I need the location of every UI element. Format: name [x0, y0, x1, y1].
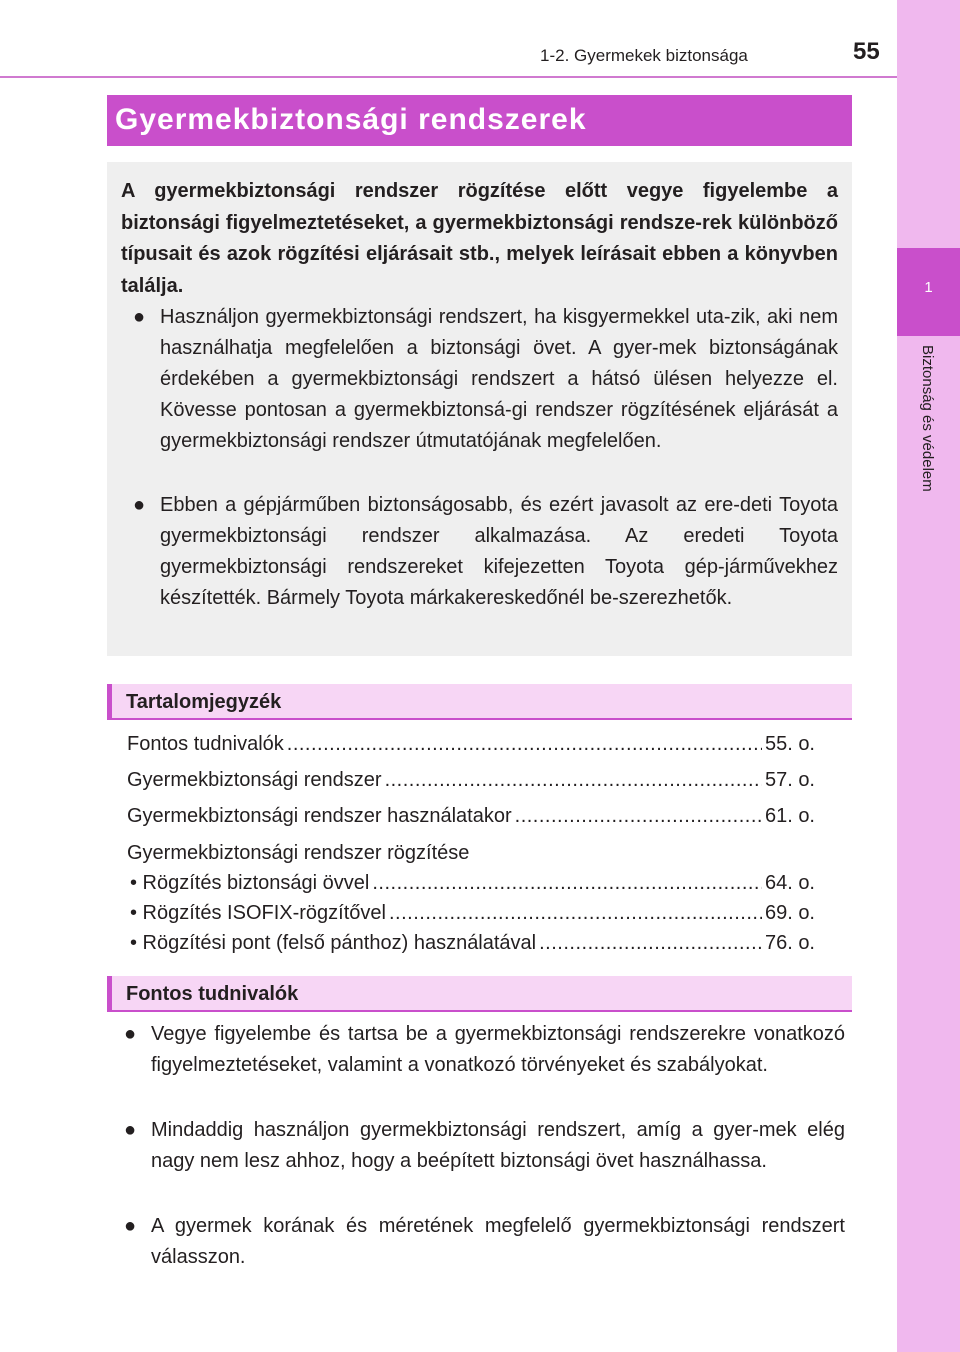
bullet-icon: ● [133, 494, 146, 516]
intro-bullet [133, 302, 838, 457]
toc-entry[interactable] [127, 731, 815, 757]
notes-heading: Fontos tudnivalók [126, 983, 299, 1005]
toc-entry-label: • Rögzítés ISOFIX-rögzítővel [130, 902, 386, 924]
bullet-icon: ● [124, 1119, 137, 1141]
header-divider [0, 76, 897, 78]
toc-leader-dots [515, 803, 762, 829]
chapter-number: 1 [924, 279, 933, 296]
toc-leader-dots [385, 767, 762, 793]
bullet-icon: ● [124, 1215, 137, 1237]
notes-bullet [124, 1211, 845, 1273]
intro-bullet-text: Használjon gyermekbiztonsági rendszert, ha kisgyermekkel uta-zik, aki nem használhatja megfelelően a biztonsági övet. A gyer-mek biztonságának érdekében a gyermekbiztonsági rendszert a hátsó ülésen helyezze el. Kövesse pontosan a gyermekbiztonsá-gi rendszer rögzítésének eljárását a gyermekbiztonsági rendszer útmutatójának megfelelően. [160, 306, 838, 452]
intro-bullet-text: Ebben a gépjárműben biztonságosabb, és ezért javasolt az ere-deti Toyota gyermekbiztonsági rendszer alkalmazása. Az eredeti Toyota gyermekbiztonsági rendszereket kifejezetten Toyota gép-járművekhez készítették. Bármely Toyota márkakereskedőnél be-szerezhetők. [160, 494, 838, 609]
toc-entry-label: • Rögzítés biztonsági övvel [130, 872, 370, 894]
toc-group-title: Gyermekbiztonsági rendszer rögzítése [127, 842, 470, 864]
notes-bullet [124, 1115, 845, 1177]
bullet-icon: ● [133, 306, 146, 328]
toc-leader-dots [372, 870, 762, 896]
toc-entry-page: 69. o. [764, 902, 815, 924]
notes-bullet [124, 1019, 845, 1081]
toc-entry-label: • Rögzítési pont (felső pánthoz) használatával [130, 932, 537, 954]
notes-bullet-text: Mindaddig használjon gyermekbiztonsági rendszert, amíg a gyer-mek elég nagy nem lesz ahhoz, hogy a beépített biztonsági övet használhassa. [151, 1119, 845, 1172]
toc-sub-entry[interactable] [130, 870, 815, 896]
running-header-chapter: 1-2. Gyermekek biztonsága [540, 46, 748, 65]
chapter-title-vertical: Biztonság és védelem [919, 345, 936, 492]
bullet-icon: ● [124, 1023, 137, 1045]
toc-entry-page: 64. o. [764, 872, 815, 894]
page-title: Gyermekbiztonsági rendszerek [115, 103, 587, 136]
toc-entry-label: Gyermekbiztonsági rendszer használatakor [127, 805, 512, 827]
intro-lead-text: A gyermekbiztonsági rendszer rögzítése előtt vegye figyelembe a biztonsági figyelmeztetéseket, a gyermekbiztonsági rendsze-rek különböző típusait és azok rögzítési eljárásait stb., melyek leírásait ebben a könyvben találja. [121, 180, 838, 297]
toc-leader-dots [539, 930, 762, 956]
notes-bullet-text: A gyermek korának és méretének megfelelő gyermekbiztonsági rendszert válasszon. [151, 1215, 845, 1268]
toc-entry-page: 76. o. [764, 932, 815, 954]
toc-entry[interactable] [127, 767, 815, 793]
toc-entry-label: Fontos tudnivalók [127, 733, 284, 755]
toc-entry-page: 57. o. [764, 769, 815, 791]
toc-heading: Tartalomjegyzék [126, 691, 282, 713]
toc-sub-entry[interactable] [130, 900, 815, 926]
toc-entry-page: 61. o. [764, 805, 815, 827]
notes-bullet-text: Vegye figyelembe és tartsa be a gyermekbiztonsági rendszerekre vonatkozó figyelmeztetéseket, valamint a vonatkozó törvényeket és szabályokat. [151, 1023, 845, 1076]
page-number: 55 [853, 38, 880, 65]
toc-leader-dots [287, 731, 762, 757]
toc-entry[interactable] [127, 803, 815, 829]
chapter-sidebar [897, 0, 960, 1352]
chapter-number-tab[interactable] [897, 248, 960, 336]
toc-entry-page: 55. o. [764, 733, 815, 755]
toc-sub-entry[interactable] [130, 930, 815, 956]
toc-entry-label: Gyermekbiztonsági rendszer [127, 769, 382, 791]
toc-leader-dots [389, 900, 762, 926]
intro-bullet [133, 490, 838, 614]
